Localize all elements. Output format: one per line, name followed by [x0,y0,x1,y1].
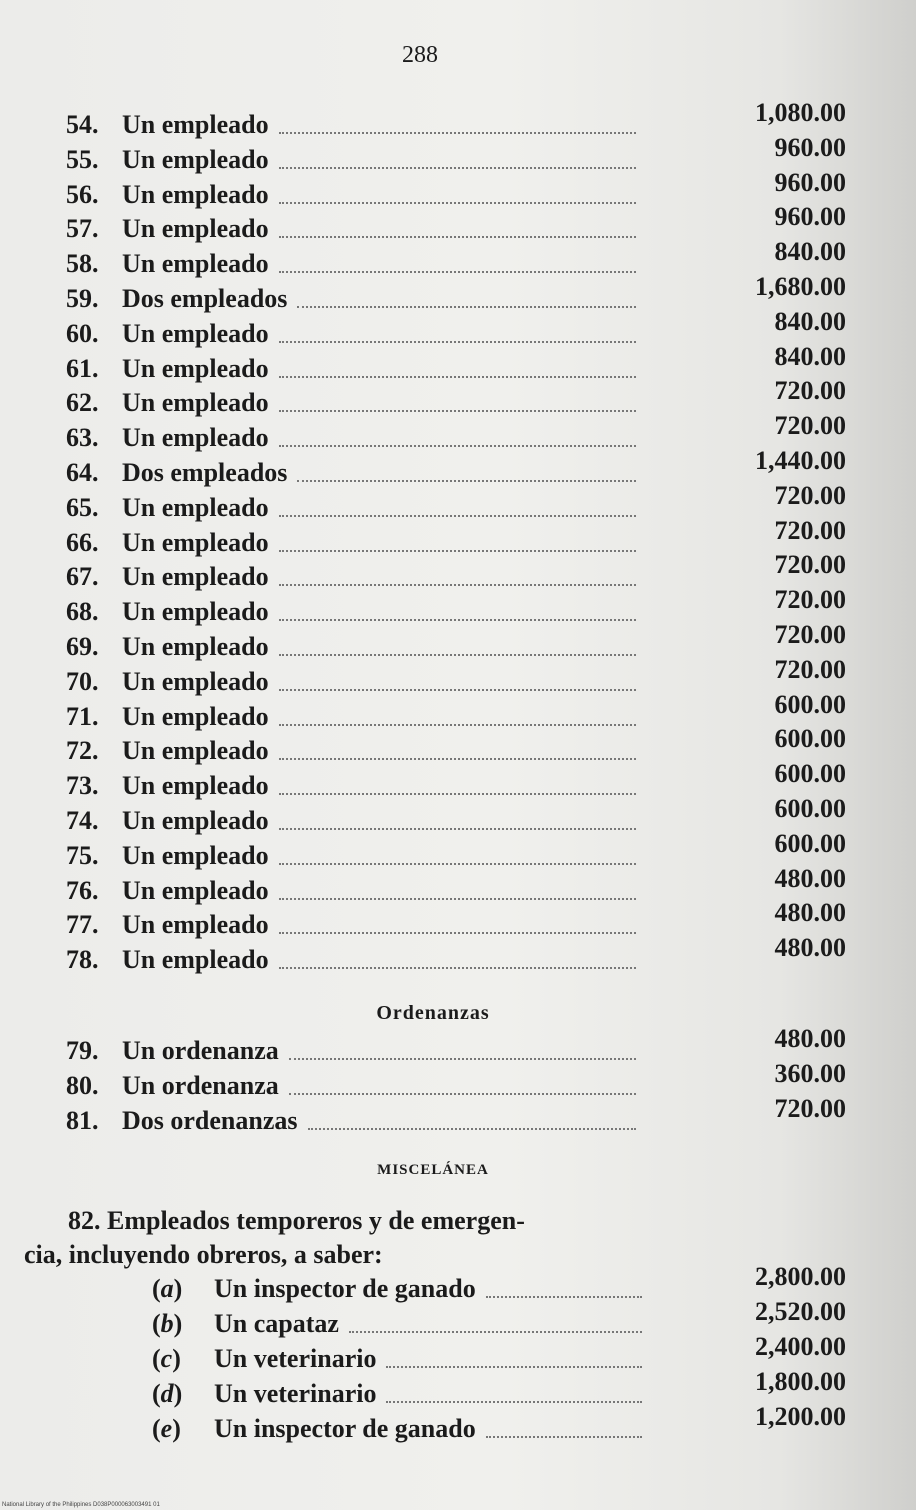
item-description: Dos ordenanzas [122,1106,298,1135]
dot-leader [297,480,636,482]
dot-leader [279,550,636,552]
list-item [66,132,846,179]
dot-leader [279,271,636,273]
list-item [66,341,846,388]
item-amount: 840.00 [774,237,846,267]
item-description: Un empleado [122,806,269,835]
list-item [66,828,846,875]
dot-leader [386,1366,642,1368]
subitem-letter-text: d [160,1379,174,1408]
item-description: Un empleado [122,144,269,174]
subitem-letter: (a) [152,1274,183,1303]
item-number: 58. [66,249,99,279]
item-amount: 600.00 [774,828,846,858]
list-item [66,306,846,353]
subitem-letter: (c) [152,1344,181,1373]
item-amount: 840.00 [774,306,846,336]
item-description: Un empleado [122,597,269,627]
list-item [66,411,846,457]
item-amount: 840.00 [774,341,846,371]
paragraph-line-2: cia, incluyendo obreros, a saber: [24,1240,383,1269]
item-description: Un empleado [122,666,269,696]
item-amount: 720.00 [774,411,846,441]
item-number: 55. [66,144,99,174]
item-number: 67. [66,562,99,592]
subitem-letter: (b) [152,1309,183,1338]
item-amount: 2,800.00 [755,1262,846,1291]
item-description: Un empleado [122,632,269,661]
list-item [66,480,846,527]
list-item [66,515,846,562]
list-item [66,167,846,214]
list-item [66,654,846,701]
item-amount: 960.00 [774,167,846,197]
dot-leader [279,654,636,656]
subitem-letter-text: c [160,1344,173,1373]
item-amount: 1,080.00 [755,98,846,127]
dot-leader [486,1296,642,1298]
item-amount: 480.00 [774,898,846,928]
item-amount: 720.00 [774,620,846,649]
dot-leader [279,376,636,378]
item-number: 59. [66,284,99,313]
dot-leader [279,724,636,726]
dot-leader [279,410,636,412]
list-item [66,724,846,770]
item-number: 77. [66,910,99,940]
dot-leader [279,132,636,134]
dot-leader [279,828,636,830]
item-amount: 1,680.00 [755,272,846,301]
item-number: 68. [66,597,99,627]
item-amount: 720.00 [774,654,846,684]
list-item [66,933,846,979]
dot-leader [279,515,636,517]
list-item [66,759,846,805]
list-item [66,237,846,283]
item-number: 66. [66,527,99,557]
item-description: Un empleado [122,562,269,592]
subitem-letter-text: e [160,1414,173,1443]
library-footer: National Library of the Philippines D038P000063003491 01 [2,1502,160,1508]
item-description: Dos empleados [122,458,288,487]
dot-leader [279,967,636,969]
dot-leader [308,1128,636,1130]
item-description: Un inspector de ganado [214,1414,476,1443]
subitem-letter-text: b [160,1309,174,1338]
item-description: Un empleado [122,875,269,905]
item-amount: 720.00 [774,515,846,545]
item-amount: 600.00 [774,794,846,823]
list-item [66,794,846,840]
dot-leader [279,898,636,900]
item-amount: 480.00 [774,1024,846,1053]
subitem-letter: (d) [152,1379,183,1408]
section-title-ordenanzas: Ordenanzas [376,1002,490,1024]
item-description: Un empleado [122,388,269,418]
item-amount: 600.00 [774,689,846,719]
item-description: Un empleado [122,423,269,453]
item-description: Un empleado [122,492,269,522]
item-amount: 720.00 [774,585,846,615]
list-item [66,898,846,944]
dot-leader [289,1058,636,1060]
item-amount: 2,400.00 [755,1332,846,1361]
item-description: Un empleado [122,701,269,731]
item-amount: 1,200.00 [755,1402,846,1431]
item-number: 73. [66,771,99,801]
item-amount: 360.00 [774,1059,846,1088]
item-description: Un empleado [122,110,269,139]
list-item [66,550,846,596]
item-number: 62. [66,388,99,418]
dot-leader [279,445,636,447]
item-description: Un empleado [122,910,269,940]
dot-leader [279,236,636,238]
item-number: 71. [66,701,99,731]
item-description: Un ordenanza [122,1036,279,1065]
dot-leader [279,584,636,586]
list-item [66,202,846,248]
item-amount: 600.00 [774,759,846,789]
item-amount: 1,440.00 [755,446,846,475]
item-amount: 720.00 [774,376,846,406]
item-amount: 2,520.00 [755,1297,846,1326]
dot-leader [349,1331,642,1333]
item-number: 70. [66,666,99,696]
dot-leader [279,619,636,621]
item-number: 61. [66,353,99,383]
item-description: Un empleado [122,945,269,975]
item-number: 75. [66,840,99,870]
item-description: Un empleado [122,318,269,348]
item-amount: 960.00 [774,202,846,232]
dot-leader [297,306,636,308]
subitem-row [152,1367,846,1413]
dot-leader [386,1401,642,1403]
item-description: Un empleado [122,353,269,383]
item-number: 80. [66,1071,99,1100]
subitem-row [152,1262,846,1308]
subitem-letter: (e) [152,1414,181,1443]
section-title-miscelanea: MISCELÁNEA [377,1162,489,1178]
item-number: 65. [66,492,99,522]
item-description: Un empleado [122,840,269,870]
item-description: Un empleado [122,249,269,279]
list-item [66,620,846,666]
dot-leader [486,1436,642,1438]
item-description: Un empleado [122,179,269,209]
item-amount: 720.00 [774,1094,846,1123]
item-amount: 960.00 [774,132,846,162]
dot-leader [279,932,636,934]
list-item [66,98,846,144]
item-amount: 600.00 [774,724,846,754]
list-item [66,272,846,318]
item-amount: 480.00 [774,863,846,893]
item-number: 56. [66,179,99,209]
item-description: Un veterinario [214,1379,377,1408]
item-description: Un capataz [214,1309,339,1338]
list-item [66,1024,846,1070]
item-description: Un empleado [122,736,269,766]
subitem-letter-text: a [160,1274,174,1303]
list-item [66,1094,846,1140]
paragraph-line-1: 82. Empleados temporeros y de emergen- [68,1206,525,1235]
item-amount: 720.00 [774,480,846,510]
item-number: 54. [66,110,99,139]
dot-leader [279,758,636,760]
item-description: Un empleado [122,771,269,801]
item-number: 76. [66,875,99,905]
list-item [66,585,846,631]
dot-leader [279,689,636,691]
page-number: 288 [402,42,438,68]
item-number: 57. [66,214,99,244]
list-item [66,446,846,492]
dot-leader [279,341,636,343]
item-number: 81. [66,1106,99,1135]
item-number: 78. [66,945,99,975]
item-description: Un empleado [122,527,269,557]
dot-leader [279,793,636,795]
list-item [66,376,846,422]
item-number: 74. [66,806,99,835]
subitem-row [152,1402,846,1448]
item-amount: 720.00 [774,550,846,580]
dot-leader [289,1093,636,1095]
item-description: Un empleado [122,214,269,244]
list-item [66,689,846,736]
item-description: Un veterinario [214,1344,377,1373]
item-description: Un ordenanza [122,1071,279,1100]
item-amount: 480.00 [774,933,846,963]
item-amount: 1,800.00 [755,1367,846,1396]
list-item [66,1059,846,1105]
item-number: 60. [66,318,99,348]
item-description: Un inspector de ganado [214,1274,476,1303]
item-number: 64. [66,458,99,487]
dot-leader [279,167,636,169]
item-number: 72. [66,736,99,766]
dot-leader [279,202,636,204]
dot-leader [279,863,636,865]
item-number: 79. [66,1036,99,1065]
item-description: Dos empleados [122,284,288,313]
subitem-row [152,1332,846,1378]
item-number: 69. [66,632,99,661]
subitem-row [152,1297,846,1343]
list-item [66,863,846,910]
item-number: 63. [66,423,99,453]
